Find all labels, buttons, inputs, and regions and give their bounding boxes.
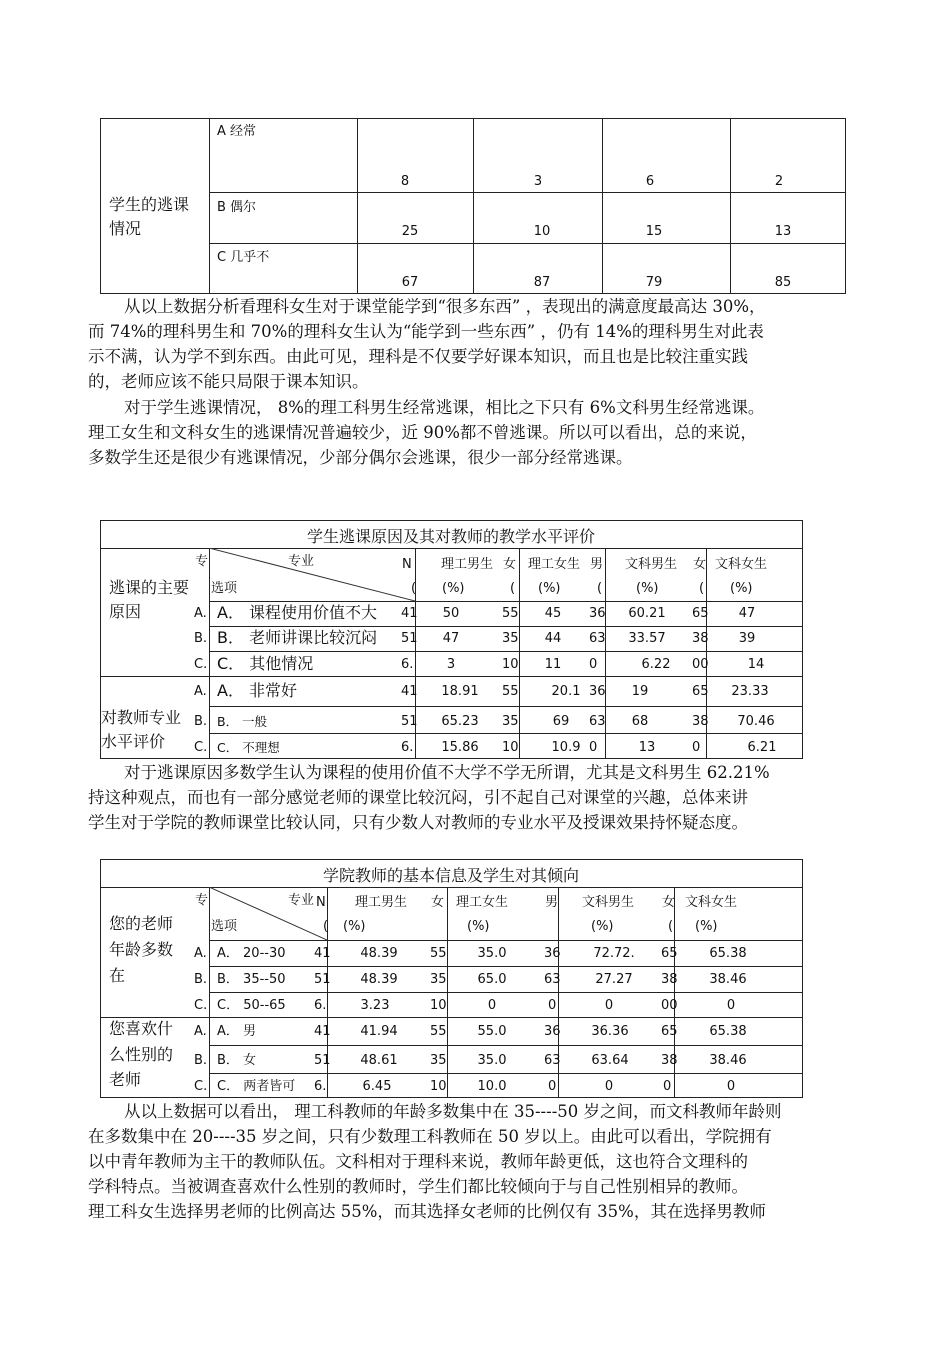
table-cell: 68 [631, 714, 649, 729]
table-cell: 47 [442, 631, 460, 646]
table-cell: 3 [446, 657, 456, 672]
table-cell-frag: 63 [544, 972, 561, 987]
table-cell-frag: 55 [502, 606, 519, 621]
col-unit: (%) [636, 581, 659, 596]
table-cell: 35.0 [477, 946, 507, 961]
row-n: 6. [401, 740, 414, 755]
table-cell: 19 [631, 684, 649, 699]
corner-top: 专 [195, 893, 209, 908]
col-n-paren: ( [510, 581, 516, 596]
table-cell: 25 [401, 224, 419, 239]
row-n: 41 [401, 606, 418, 621]
text-line: 多数学生还是很少有逃课情况，少部分偶尔会逃课，很少一部分经常逃课。 [88, 448, 633, 467]
col-header-frag: 男 [590, 557, 604, 572]
col-unit: (%) [467, 919, 490, 934]
corner-option: 选项 [211, 919, 238, 934]
row-option: C． 不理想 [217, 740, 280, 755]
row-option: A． 非常好 [217, 681, 298, 700]
table-cell: 36.36 [591, 1024, 629, 1039]
row-option: C． 两者皆可 [217, 1079, 296, 1094]
row-option: C． 50--65 [217, 998, 286, 1013]
table-cell-frag: 38 [661, 1053, 678, 1068]
col-header-frag: 男 [545, 895, 559, 910]
text-line: 对于逃课原因多数学生认为课程的使用价值不大学不学无所谓，尤其是文科男生 62.21% [124, 763, 770, 782]
text-line: 的，老师应该不能只局限于课本知识。 [88, 372, 369, 391]
table-cell-frag: 36 [544, 1024, 561, 1039]
table-cell: 13 [774, 224, 792, 239]
option-label: A 经常 [217, 124, 257, 139]
option-label: B 偶尔 [217, 200, 257, 215]
group-label: 您喜欢什 [109, 1019, 174, 1038]
col-unit: (%) [442, 581, 465, 596]
col-n: N [316, 895, 326, 910]
col-header: 理工女生 [528, 557, 581, 572]
table-cell: 50 [442, 606, 460, 621]
col-header: 文科男生 [625, 557, 678, 572]
col-unit: (%) [538, 581, 561, 596]
row-letter: B. [194, 972, 208, 987]
row-header: 学生的逃课 [109, 195, 190, 214]
text-line: 示不满，认为学不到东西。由此可见，理科是不仅要学好课本知识，而且也是比较注重实践 [88, 347, 748, 366]
row-option: C． 其他情况 [217, 654, 314, 673]
table-cell: 0 [726, 998, 736, 1013]
col-n-paren: ( [411, 581, 417, 596]
row-letter: C. [194, 998, 208, 1013]
row-letter: C. [194, 657, 208, 672]
table-cell: 18.91 [441, 684, 479, 699]
table-cell: 23.33 [731, 684, 769, 699]
table-cell: 60.21 [628, 606, 666, 621]
table-cell-frag: 10 [430, 998, 447, 1013]
row-option: A． 男 [217, 1024, 257, 1039]
table-cell: 6 [645, 174, 655, 189]
table-cell-frag: 0 [663, 1079, 672, 1094]
table-cell-frag: 65 [692, 684, 709, 699]
row-option: A． 课程使用价值不大 [217, 603, 378, 622]
row-n: 51 [401, 714, 418, 729]
group-label: 对教师专业 [101, 708, 182, 727]
table-cell-frag: 36 [544, 946, 561, 961]
col-unit: (%) [695, 919, 718, 934]
table-cell: 2 [774, 174, 784, 189]
table-cell: 65.38 [709, 946, 747, 961]
table-cell: 65.38 [709, 1024, 747, 1039]
col-n-paren: ( [668, 919, 674, 934]
group-label: 水平评价 [101, 732, 166, 751]
row-letter: A. [194, 684, 207, 699]
table-cell: 33.57 [628, 631, 666, 646]
row-n: 51 [314, 1053, 331, 1068]
group-label: 老师 [109, 1070, 142, 1089]
table-cell: 3 [533, 174, 543, 189]
table-cell: 38.46 [709, 1053, 747, 1068]
table-cell-frag: 36 [589, 684, 606, 699]
table-cell: 0 [604, 1079, 614, 1094]
table-cell-frag: 63 [544, 1053, 561, 1068]
table-cell-frag: 10 [430, 1079, 447, 1094]
table-cell: 38.46 [709, 972, 747, 987]
table-cell: 41.94 [360, 1024, 398, 1039]
row-n: 6. [314, 998, 327, 1013]
table-cell-frag: 55 [430, 1024, 447, 1039]
text-line: 从以上数据可以看出， 理工科教师的年龄多数集中在 35----50 岁之间，而文科教师年龄则 [124, 1102, 782, 1121]
table-cell-frag: 65 [692, 606, 709, 621]
text-line: 学生对于学院的教师课堂比较认同，只有少数人对教师的专业水平及授课效果持怀疑态度。 [88, 813, 748, 832]
option-label: C 几乎不 [217, 250, 270, 265]
table-cell-frag: 10 [502, 657, 519, 672]
table-cell-frag: 0 [692, 740, 701, 755]
row-n: 51 [401, 631, 418, 646]
text-line: 理工女生和文科女生的逃课情况普遍较少，近 90%都不曾逃课。所以可以看出，总的来说， [88, 423, 757, 442]
table-cell: 8 [400, 174, 410, 189]
row-letter: B. [194, 1053, 208, 1068]
table-cell: 63.64 [591, 1053, 629, 1068]
col-header: 文科女生 [715, 557, 768, 572]
group-label: 在 [109, 966, 126, 985]
table-cell: 11 [544, 657, 562, 672]
col-header: 理工女生 [456, 895, 509, 910]
row-n: 6. [401, 657, 414, 672]
row-letter: A. [194, 606, 207, 621]
row-header-2: 情况 [109, 219, 142, 238]
table-cell: 55.0 [477, 1024, 507, 1039]
table-cell: 48.61 [360, 1053, 398, 1068]
table-cell: 0 [726, 1079, 736, 1094]
table-cell-frag: 63 [589, 631, 606, 646]
table-cell: 15 [645, 224, 663, 239]
table-cell: 47 [738, 606, 756, 621]
table-cell: 79 [645, 275, 663, 290]
table-cell: 6.45 [362, 1079, 392, 1094]
table-cell: 67 [401, 275, 419, 290]
table-cell: 70.46 [737, 714, 775, 729]
col-header-frag: 女 [431, 895, 445, 910]
table-cell-frag: 0 [548, 998, 557, 1013]
group-label: 原因 [109, 602, 142, 621]
col-unit: (%) [730, 581, 753, 596]
table-cell: 27.27 [595, 972, 633, 987]
row-letter: A. [194, 946, 207, 961]
table-cell-frag: 38 [692, 631, 709, 646]
table-cell: 10.0 [477, 1079, 507, 1094]
col-unit: (%) [591, 919, 614, 934]
row-n: 41 [401, 684, 418, 699]
text-line: 从以上数据分析看理科女生对于课堂能学到“很多东西” ，表现出的满意度最高达 30%， [124, 297, 766, 316]
corner-top: 专 [195, 554, 209, 569]
row-n: 51 [314, 972, 331, 987]
table-cell-frag: 38 [692, 714, 709, 729]
row-letter: B. [194, 631, 208, 646]
row-n: 6. [314, 1079, 327, 1094]
corner-option: 选项 [211, 581, 238, 596]
table-cell-frag: 65 [661, 1024, 678, 1039]
corner-major: 专业 [288, 893, 315, 908]
row-option: A． 20--30 [217, 946, 286, 961]
row-letter: C. [194, 1079, 208, 1094]
table-cell: 10.9 [551, 740, 581, 755]
table-cell: 6.21 [747, 740, 777, 755]
table-cell: 65.0 [477, 972, 507, 987]
table-cell-frag: 0 [548, 1079, 557, 1094]
col-header: 文科女生 [685, 895, 738, 910]
group-label: 么性别的 [109, 1045, 174, 1064]
table-cell: 14 [747, 657, 765, 672]
table-cell-frag: 55 [430, 946, 447, 961]
text-line: 以中青年教师为主干的教师队伍。文科相对于理科来说，教师年龄更低，这也符合文理科的 [88, 1152, 748, 1171]
row-letter: C. [194, 740, 208, 755]
group-label: 年龄多数 [109, 940, 174, 959]
group-label: 逃课的主要 [109, 578, 190, 597]
text-line: 学科特点。当被调查喜欢什么性别的教师时，学生们都比较倾向于与自己性别相异的教师。 [88, 1177, 748, 1196]
table-cell: 48.39 [360, 972, 398, 987]
table-cell: 10 [533, 224, 551, 239]
table-cell: 87 [533, 275, 551, 290]
table-cell-frag: 35 [430, 972, 447, 987]
table-cell-frag: 00 [692, 657, 709, 672]
table-cell: 72.72. [593, 946, 635, 961]
row-n: 41 [314, 946, 331, 961]
row-option: B． 老师讲课比较沉闷 [217, 628, 378, 647]
row-letter: A. [194, 1024, 207, 1039]
table-cell-frag: 0 [589, 740, 598, 755]
col-header: 文科男生 [582, 895, 635, 910]
corner-major: 专业 [288, 554, 315, 569]
row-option: B． 女 [217, 1053, 257, 1068]
table-cell: 0 [487, 998, 497, 1013]
table-cell-frag: 35 [502, 714, 519, 729]
col-unit: (%) [343, 919, 366, 934]
table-cell: 48.39 [360, 946, 398, 961]
table-cell: 45 [544, 606, 562, 621]
text-line: 持这种观点，而也有一部分感觉老师的课堂比较沉闷，引不起自己对课堂的兴趣，总体来讲 [88, 788, 748, 807]
group-label: 您的老师 [109, 914, 174, 933]
row-option: B． 35--50 [217, 972, 286, 987]
table-cell: 65.23 [441, 714, 479, 729]
table-cell-frag: 0 [589, 657, 598, 672]
text-line: 对于学生逃课情况， 8%的理工科男生经常逃课，相比之下只有 6%文科男生经常逃课。 [124, 398, 765, 417]
table-cell-frag: 55 [502, 684, 519, 699]
table-cell: 6.22 [641, 657, 671, 672]
table-title: 学生逃课原因及其对教师的教学水平评价 [306, 527, 596, 546]
table-title: 学院教师的基本信息及学生对其倾向 [322, 866, 580, 885]
table-cell-frag: 35 [430, 1053, 447, 1068]
table-cell-frag: 00 [661, 998, 678, 1013]
col-header: 理工男生 [355, 895, 408, 910]
table-cell: 35.0 [477, 1053, 507, 1068]
col-header-frag: 女 [662, 895, 676, 910]
text-line: 而 74%的理科男生和 70%的理科女生认为“能学到一些东西” ，仍有 14%的理科男生对此表 [88, 322, 764, 341]
table-cell-frag: 65 [661, 946, 678, 961]
col-n: N [402, 557, 412, 572]
table-cell: 15.86 [441, 740, 479, 755]
text-line: 理工科女生选择男老师的比例高达 55%，而其选择女老师的比例仅有 35%，其在选择男教师 [88, 1202, 766, 1221]
col-header-frag: 女 [693, 557, 707, 572]
table-cell-frag: 36 [589, 606, 606, 621]
row-option: B． 一般 [217, 714, 268, 729]
col-header-frag: 女 [503, 557, 517, 572]
table-cell: 3.23 [360, 998, 390, 1013]
table-cell: 44 [544, 631, 562, 646]
table-cell-frag: 38 [661, 972, 678, 987]
table-cell: 13 [638, 740, 656, 755]
col-header: 理工男生 [441, 557, 494, 572]
table-cell-frag: 63 [589, 714, 606, 729]
table-cell: 69 [552, 714, 570, 729]
table-cell: 85 [774, 275, 792, 290]
col-n-paren: ( [323, 919, 329, 934]
row-letter: B. [194, 714, 208, 729]
col-n-paren: ( [597, 581, 603, 596]
text-line: 在多数集中在 20----35 岁之间，只有少数理工科教师在 50 岁以上。由此可以看出，学院拥有 [88, 1127, 772, 1146]
table-cell-frag: 35 [502, 631, 519, 646]
col-n-paren: ( [699, 581, 705, 596]
table-cell: 20.1 [551, 684, 581, 699]
table-cell: 0 [604, 998, 614, 1013]
row-n: 41 [314, 1024, 331, 1039]
table-cell: 39 [738, 631, 756, 646]
table-cell-frag: 10 [502, 740, 519, 755]
